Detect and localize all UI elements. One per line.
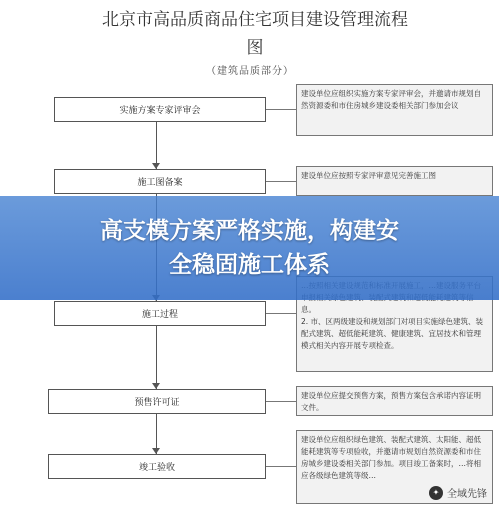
- watermark: [429, 485, 487, 500]
- wechat-icon: ✦: [429, 486, 443, 500]
- diagram-title: [40, 6, 470, 62]
- title-line-2: 图: [246, 38, 264, 58]
- step-completion-acceptance: 竣工验收: [48, 454, 266, 479]
- headline-banner: [0, 196, 499, 300]
- step-construction-process: 施工过程: [54, 301, 266, 326]
- note-expert-review: 建设单位应组织实施方案专家评审会，并邀请市规划自然资源委和市住房城乡建设委相关部门参加会议: [296, 84, 493, 136]
- note-completion-acceptance: 建设单位应组织绿色建筑、装配式建筑、太阳能、超低能耗建筑等专项验收，并邀请市规划自然资源委和市住房城乡建设委相关部门参加。项目竣工备案时，…将相应各级绿色建筑等级…: [296, 430, 493, 504]
- note-construction-process: 息。 2. 市、区两级建设和规划部门对项目实施绿色建筑、装配式建筑、超低能耗建筑、健康建筑、宜居技术和管理模式相关内容开展专项检查。: [296, 276, 493, 372]
- connector-4: [266, 401, 296, 402]
- step-expert-review: 实施方案专家评审会: [54, 97, 266, 122]
- note-construction-drawing: 建设单位应按照专家评审意见完善施工图: [296, 166, 493, 196]
- note-presale-permit: 建设单位应提交预售方案，预售方案包含承诺内容证明文件。: [296, 386, 493, 416]
- banner-line-2: 全稳固施工体系: [169, 252, 330, 278]
- connector-3: [266, 313, 296, 314]
- watermark-text: 全域先锋: [447, 489, 487, 500]
- connector-1: [266, 109, 296, 110]
- step-construction-drawing-filing: 施工图备案: [54, 169, 266, 194]
- banner-line-1: 高支模方案严格实施，构建安: [100, 218, 399, 244]
- diagram-subtitle: （建筑品质部分）: [206, 66, 294, 77]
- step-presale-permit: 预售许可证: [48, 389, 266, 414]
- connector-2: [266, 181, 296, 182]
- title-line-1: 北京市高品质商品住宅项目建设管理流程: [102, 10, 408, 30]
- connector-5: [266, 466, 296, 467]
